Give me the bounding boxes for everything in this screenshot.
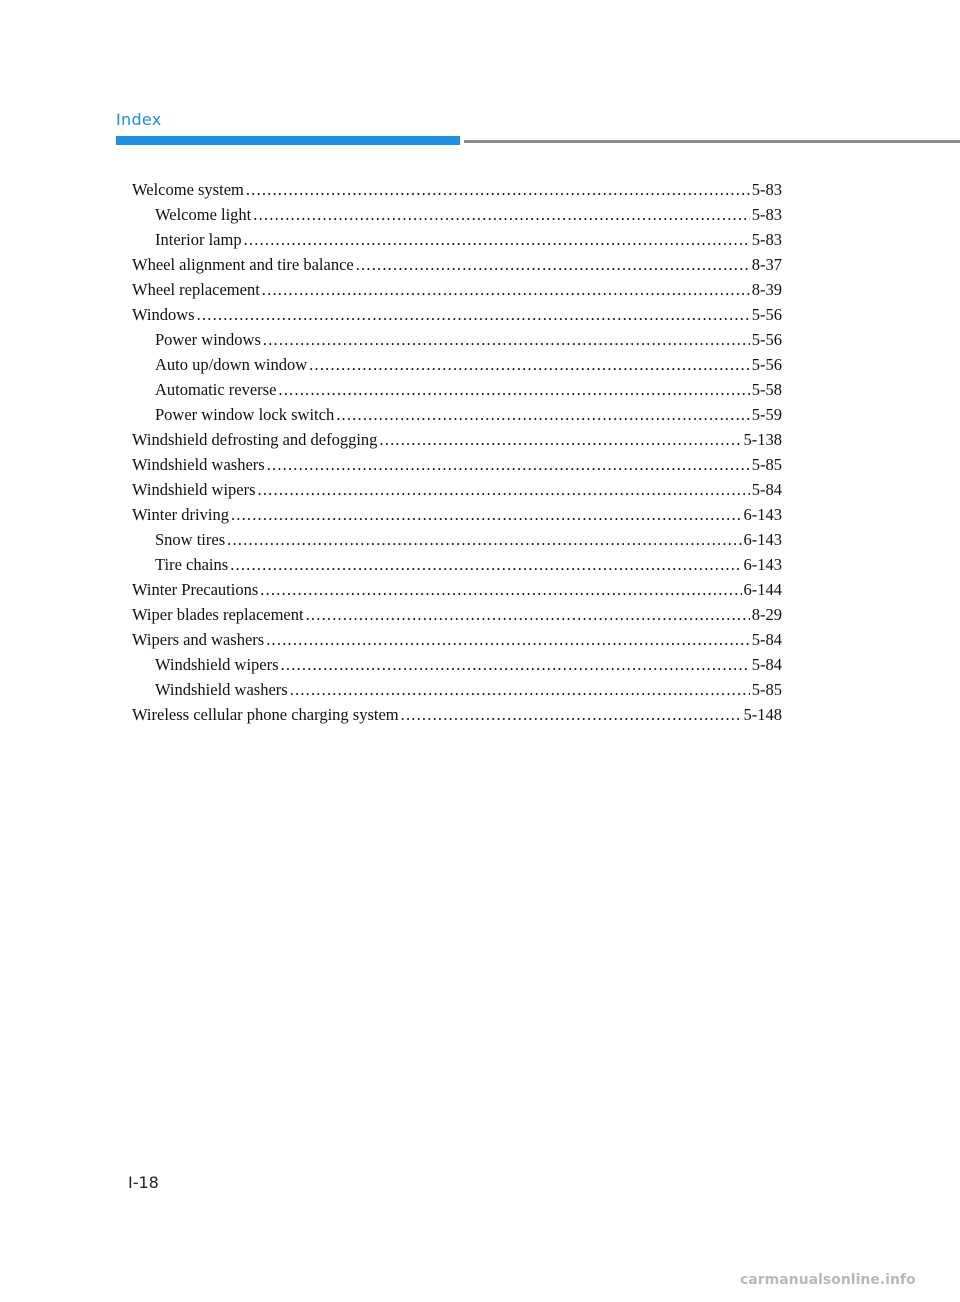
entry-page-ref: 5-84 — [751, 655, 782, 674]
index-entry — [132, 480, 782, 505]
dot-leader — [246, 180, 750, 200]
entry-label: Welcome light — [155, 205, 252, 224]
dot-leader — [266, 630, 750, 650]
entry-page-ref: 8-39 — [751, 280, 782, 299]
index-entry — [132, 605, 782, 630]
entry-label: Windshield wipers — [132, 480, 256, 499]
entry-page-ref: 5-138 — [743, 430, 782, 449]
index-entry — [132, 280, 782, 305]
index-subentry — [132, 205, 782, 230]
dot-leader — [244, 230, 750, 250]
entry-label: Windshield washers — [132, 455, 265, 474]
dot-leader — [230, 555, 741, 575]
entry-label: Windshield defrosting and defogging — [132, 430, 378, 449]
section-title: Index — [116, 110, 162, 129]
dot-leader — [262, 280, 750, 300]
dot-leader — [306, 605, 750, 625]
index-list — [132, 180, 782, 730]
entry-page-ref: 6-143 — [743, 555, 782, 574]
index-entry — [132, 430, 782, 455]
entry-page-ref: 8-29 — [751, 605, 782, 624]
index-entry — [132, 455, 782, 480]
index-subentry — [132, 355, 782, 380]
dot-leader — [379, 430, 741, 450]
index-entry — [132, 705, 782, 730]
dot-leader — [278, 380, 749, 400]
entry-page-ref: 5-83 — [751, 180, 782, 199]
dot-leader — [336, 405, 750, 425]
index-entry — [132, 255, 782, 280]
dot-leader — [258, 480, 750, 500]
entry-label: Windows — [132, 305, 195, 324]
dot-leader — [309, 355, 750, 375]
dot-leader — [253, 205, 749, 225]
entry-label: Tire chains — [155, 555, 229, 574]
index-entry — [132, 180, 782, 205]
index-subentry — [132, 680, 782, 705]
entry-page-ref: 5-84 — [751, 630, 782, 649]
entry-page-ref: 5-83 — [751, 230, 782, 249]
entry-label: Wiper blades replacement — [132, 605, 304, 624]
dot-leader — [290, 680, 750, 700]
entry-label: Snow tires — [155, 530, 226, 549]
entry-page-ref: 8-37 — [751, 255, 782, 274]
entry-page-ref: 5-59 — [751, 405, 782, 424]
entry-label: Winter driving — [132, 505, 229, 524]
entry-label: Welcome system — [132, 180, 244, 199]
entry-page-ref: 5-148 — [743, 705, 782, 724]
index-subentry — [132, 380, 782, 405]
dot-leader — [231, 505, 742, 525]
page-number: I-18 — [128, 1173, 159, 1192]
index-subentry — [132, 530, 782, 555]
entry-page-ref: 6-143 — [743, 505, 782, 524]
dot-leader — [197, 305, 750, 325]
entry-label: Wipers and washers — [132, 630, 265, 649]
entry-label: Automatic reverse — [155, 380, 277, 399]
dot-leader — [227, 530, 741, 550]
header-accent-bar — [116, 136, 460, 145]
entry-page-ref: 5-85 — [751, 680, 782, 699]
dot-leader — [263, 330, 750, 350]
entry-page-ref: 5-56 — [751, 330, 782, 349]
entry-page-ref: 5-56 — [751, 355, 782, 374]
entry-page-ref: 6-144 — [743, 580, 782, 599]
dot-leader — [267, 455, 750, 475]
entry-label: Windshield wipers — [155, 655, 279, 674]
entry-label: Power window lock switch — [155, 405, 335, 424]
dot-leader — [281, 655, 750, 675]
entry-label: Wheel replacement — [132, 280, 260, 299]
header-rule — [464, 140, 960, 143]
index-entry — [132, 630, 782, 655]
entry-page-ref: 5-84 — [751, 480, 782, 499]
entry-label: Wheel alignment and tire balance — [132, 255, 354, 274]
index-subentry — [132, 555, 782, 580]
dot-leader — [260, 580, 741, 600]
index-subentry — [132, 330, 782, 355]
entry-page-ref: 5-56 — [751, 305, 782, 324]
entry-page-ref: 5-58 — [751, 380, 782, 399]
index-subentry — [132, 405, 782, 430]
entry-page-ref: 5-85 — [751, 455, 782, 474]
entry-label: Auto up/down window — [155, 355, 308, 374]
index-entry — [132, 580, 782, 605]
index-entry — [132, 505, 782, 530]
entry-page-ref: 5-83 — [751, 205, 782, 224]
entry-page-ref: 6-143 — [743, 530, 782, 549]
dot-leader — [356, 255, 750, 275]
entry-label: Winter Precautions — [132, 580, 259, 599]
watermark: carmanualsonline.info — [740, 1272, 916, 1288]
entry-label: Interior lamp — [155, 230, 242, 249]
entry-label: Power windows — [155, 330, 261, 349]
index-subentry — [132, 655, 782, 680]
dot-leader — [401, 705, 742, 725]
entry-label: Wireless cellular phone charging system — [132, 705, 399, 724]
entry-label: Windshield washers — [155, 680, 288, 699]
index-subentry — [132, 230, 782, 255]
index-entry — [132, 305, 782, 330]
